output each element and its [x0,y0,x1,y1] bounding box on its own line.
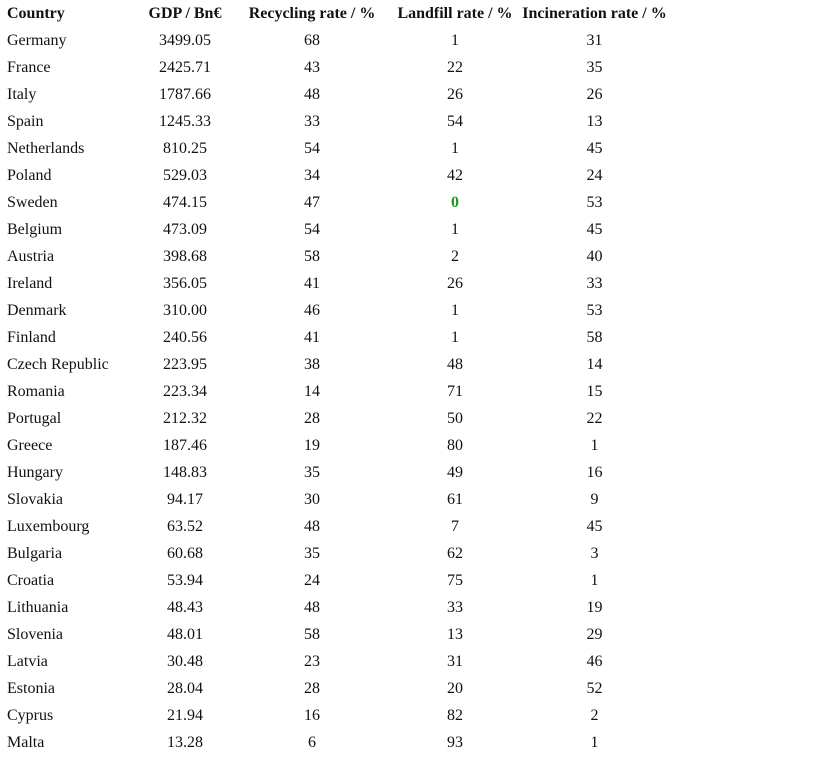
cell-landfill-rate: 31 [447,653,463,670]
row-spacer [673,243,819,270]
cell-incineration-rate: 16 [586,464,603,481]
cell-recycling-rate: 19 [304,437,320,454]
cell-landfill-rate: 82 [447,707,463,724]
cell-landfill-rate: 1 [451,221,459,238]
cell-gdp: 1245.33 [159,113,211,130]
cell-incineration-rate: 24 [586,167,603,184]
cell-recycling-rate: 14 [304,383,320,400]
cell-country: Finland [7,329,56,346]
table-row [0,621,819,648]
table-row [0,189,819,216]
cell-gdp: 212.32 [163,410,207,427]
cell-incineration-rate: 58 [586,329,603,346]
cell-recycling-rate: 58 [304,626,320,643]
cell-country: Germany [7,32,67,49]
table-row [0,378,819,405]
cell-gdp: 310.00 [163,302,207,319]
cell-country: Slovakia [7,491,63,508]
cell-landfill-rate: 54 [447,113,463,130]
cell-gdp: 21.94 [167,707,203,724]
cell-country: Netherlands [7,140,85,157]
cell-incineration-rate: 45 [586,518,603,535]
cell-country: Denmark [7,302,67,319]
cell-landfill-rate: 80 [447,437,463,454]
row-spacer [673,405,819,432]
table-row [0,432,819,459]
cell-gdp: 810.25 [163,140,207,157]
row-spacer [673,675,819,702]
cell-incineration-rate: 15 [586,383,603,400]
cell-gdp: 356.05 [163,275,207,292]
cell-recycling-rate: 24 [304,572,320,589]
table-row [0,27,819,54]
row-spacer [673,54,819,81]
cell-gdp: 473.09 [163,221,207,238]
cell-recycling-rate: 35 [304,464,320,481]
cell-gdp: 2425.71 [159,59,211,76]
cell-recycling-rate: 48 [304,86,320,103]
cell-recycling-rate: 58 [304,248,320,265]
cell-recycling-rate: 28 [304,680,320,697]
cell-gdp: 187.46 [163,437,207,454]
cell-recycling-rate: 46 [304,302,320,319]
row-spacer [673,351,819,378]
cell-country: Sweden [7,194,58,211]
cell-landfill-rate: 22 [447,59,463,76]
cell-incineration-rate: 3 [590,545,599,562]
row-spacer [673,27,819,54]
cell-incineration-rate: 19 [586,599,603,616]
cell-gdp: 3499.05 [159,32,211,49]
cell-gdp: 1787.66 [159,86,211,103]
cell-country: France [7,59,51,76]
cell-country: Portugal [7,410,62,427]
row-spacer [673,459,819,486]
cell-recycling-rate: 6 [308,734,316,751]
row-spacer [673,189,819,216]
table-row [0,270,819,297]
row-spacer [673,378,819,405]
table-row [0,216,819,243]
cell-incineration-rate: 31 [586,32,603,49]
header-landfill-rate: Landfill rate / % [397,5,513,22]
cell-landfill-rate: 0 [451,194,459,211]
cell-incineration-rate: 33 [586,275,603,292]
cell-recycling-rate: 16 [304,707,320,724]
cell-recycling-rate: 41 [304,329,320,346]
cell-incineration-rate: 9 [590,491,599,508]
cell-incineration-rate: 40 [586,248,603,265]
cell-landfill-rate: 1 [451,302,459,319]
row-spacer [673,162,819,189]
cell-gdp: 30.48 [167,653,203,670]
row-spacer [673,567,819,594]
table-row [0,729,819,756]
table-row [0,108,819,135]
cell-landfill-rate: 20 [447,680,463,697]
cell-gdp: 148.83 [163,464,207,481]
cell-gdp: 223.95 [163,356,207,373]
table-row [0,486,819,513]
header-recycling-rate: Recycling rate / % [248,5,376,22]
row-spacer [673,513,819,540]
row-spacer [673,432,819,459]
cell-incineration-rate: 1 [590,572,599,589]
row-spacer [673,702,819,729]
cell-incineration-rate: 1 [590,734,599,751]
cell-incineration-rate: 13 [586,113,603,130]
cell-gdp: 48.43 [167,599,203,616]
row-spacer [673,648,819,675]
cell-recycling-rate: 43 [304,59,320,76]
cell-country: Slovenia [7,626,63,643]
cell-country: Latvia [7,653,48,670]
table-row [0,702,819,729]
cell-landfill-rate: 1 [451,140,459,157]
cell-incineration-rate: 22 [586,410,603,427]
cell-recycling-rate: 41 [304,275,320,292]
cell-gdp: 240.56 [163,329,207,346]
cell-gdp: 474.15 [163,194,207,211]
cell-country: Belgium [7,221,63,238]
row-spacer [673,621,819,648]
cell-incineration-rate: 1 [590,437,599,454]
row-spacer [673,729,819,756]
cell-recycling-rate: 47 [304,194,320,211]
row-spacer [673,297,819,324]
cell-country: Malta [7,734,45,751]
cell-incineration-rate: 14 [586,356,603,373]
cell-country: Greece [7,437,53,454]
cell-incineration-rate: 45 [586,140,603,157]
table-row [0,297,819,324]
cell-recycling-rate: 38 [304,356,320,373]
cell-country: Austria [7,248,55,265]
header-country: Country [7,5,65,22]
header-row [0,0,819,27]
table-row [0,162,819,189]
cell-country: Estonia [7,680,55,697]
cell-country: Bulgaria [7,545,63,562]
row-spacer [673,270,819,297]
cell-country: Romania [7,383,65,400]
cell-gdp: 13.28 [167,734,203,751]
table-row [0,81,819,108]
row-spacer [673,594,819,621]
cell-country: Hungary [7,464,63,481]
cell-landfill-rate: 1 [451,32,459,49]
table-row [0,54,819,81]
cell-recycling-rate: 23 [304,653,320,670]
cell-gdp: 529.03 [163,167,207,184]
cell-country: Czech Republic [7,356,109,373]
table-row [0,513,819,540]
row-spacer [673,135,819,162]
cell-landfill-rate: 13 [447,626,463,643]
cell-incineration-rate: 52 [586,680,603,697]
cell-recycling-rate: 54 [304,221,320,238]
cell-landfill-rate: 75 [447,572,463,589]
cell-incineration-rate: 46 [586,653,603,670]
row-spacer [673,216,819,243]
cell-gdp: 223.34 [163,383,207,400]
table-row [0,405,819,432]
cell-recycling-rate: 68 [304,32,320,49]
table-row [0,324,819,351]
cell-incineration-rate: 53 [586,302,603,319]
cell-landfill-rate: 71 [447,383,463,400]
cell-country: Italy [7,86,37,103]
cell-country: Luxembourg [7,518,90,535]
cell-landfill-rate: 26 [447,275,463,292]
cell-gdp: 63.52 [167,518,203,535]
table-row [0,540,819,567]
cell-recycling-rate: 48 [304,518,320,535]
cell-recycling-rate: 30 [304,491,320,508]
row-spacer [673,486,819,513]
cell-landfill-rate: 1 [451,329,459,346]
row-spacer [673,324,819,351]
table-row [0,243,819,270]
cell-landfill-rate: 50 [447,410,463,427]
cell-landfill-rate: 62 [447,545,463,562]
cell-recycling-rate: 35 [304,545,320,562]
cell-country: Spain [7,113,44,130]
cell-landfill-rate: 7 [451,518,459,535]
header-spacer [673,0,819,27]
row-spacer [673,81,819,108]
cell-recycling-rate: 54 [304,140,320,157]
cell-landfill-rate: 49 [447,464,463,481]
cell-landfill-rate: 48 [447,356,463,373]
table-body [0,27,819,756]
cell-incineration-rate: 35 [586,59,603,76]
cell-landfill-rate: 33 [447,599,463,616]
cell-landfill-rate: 26 [447,86,463,103]
cell-country: Ireland [7,275,53,292]
cell-gdp: 48.01 [167,626,203,643]
table-row [0,594,819,621]
cell-gdp: 53.94 [167,572,203,589]
cell-gdp: 398.68 [163,248,207,265]
cell-incineration-rate: 45 [586,221,603,238]
table-row [0,135,819,162]
table-row [0,567,819,594]
cell-landfill-rate: 61 [447,491,463,508]
cell-recycling-rate: 34 [304,167,320,184]
cell-recycling-rate: 33 [304,113,320,130]
header-incineration-rate: Incineration rate / % [522,5,667,22]
row-spacer [673,108,819,135]
cell-incineration-rate: 2 [590,707,599,724]
cell-recycling-rate: 28 [304,410,320,427]
header-gdp: GDP / Bn€ [148,5,222,22]
cell-gdp: 60.68 [167,545,203,562]
cell-incineration-rate: 53 [586,194,603,211]
table-header [0,0,819,27]
cell-incineration-rate: 26 [586,86,603,103]
cell-recycling-rate: 48 [304,599,320,616]
cell-landfill-rate: 93 [447,734,463,751]
cell-gdp: 28.04 [167,680,203,697]
cell-landfill-rate: 2 [451,248,459,265]
cell-country: Croatia [7,572,55,589]
table-row [0,459,819,486]
table-row [0,648,819,675]
row-spacer [673,540,819,567]
cell-incineration-rate: 29 [586,626,603,643]
cell-landfill-rate: 42 [447,167,463,184]
cell-country: Lithuania [7,599,69,616]
table-row [0,351,819,378]
cell-gdp: 94.17 [167,491,203,508]
table-row [0,675,819,702]
cell-country: Poland [7,167,52,184]
cell-country: Cyprus [7,707,54,724]
